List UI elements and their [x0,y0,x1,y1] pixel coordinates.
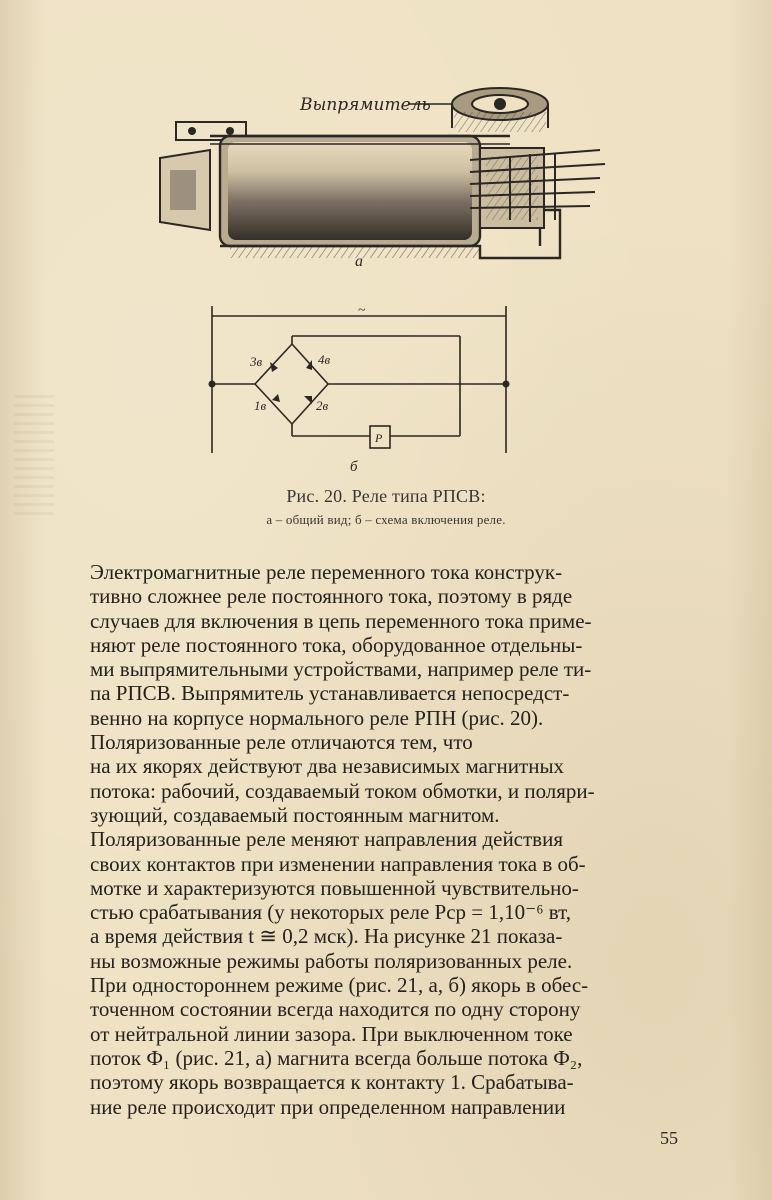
text-line: стью срабатывания (у некоторых реле Pср = 1,10⁻⁶ вт, [90,900,572,925]
text-line: Поляризованные реле меняют направления действия [90,827,563,852]
paragraph-1 [90,560,690,730]
relay-figure-a [150,70,610,280]
text-line: своих контактов при изменении направления тока в об- [90,851,586,876]
diode-label-3v: 3в [250,354,263,369]
body-text [90,560,690,1119]
circuit-figure-b [200,298,530,478]
text-line: Электромагнитные реле переменного тока конструк- [90,560,563,584]
text-line: потока: рабочий, создаваемый током обмотки, и поляри- [90,778,595,803]
rectifier-label: Выпрямитель [300,95,431,115]
relay-label: Р [375,431,383,445]
paragraph-3 [90,827,690,1119]
text-line: венно на корпусе нормального реле РПН (рис. 20). [90,705,544,730]
figure-caption-subtitle: а – общий вид; б – схема включения реле. [266,512,506,527]
text-line: поток Ф₁ (рис. 21, а) магнита всегда больше потока Ф₂, [90,1045,583,1070]
text-line: поэтому якорь возвращается к контакту 1. Срабатыва- [90,1070,574,1095]
diode-label-2v: 2в [316,398,329,413]
text-line: ние реле происходит при определенном направлении [90,1094,566,1119]
ac-mark: ~ [358,303,366,318]
label-a: а [355,253,363,270]
diode-label-4v: 4в [318,352,331,367]
text-line: зующий, создаваемый постоянным магнитом. [90,802,500,827]
diode-label-1v: 1в [254,398,267,413]
text-line: тивно сложнее реле постоянного тока, поэтому в ряде [90,584,573,609]
text-line: При одностороннем режиме (рис. 21, а, б) якорь в обес- [90,973,589,998]
text-line: точенном состоянии всегда находится по одну сторону [90,997,581,1022]
text-line: мотке и характеризуются повышенной чувствительно- [90,875,579,900]
paragraph-2 [90,730,690,827]
text-line: ны возможные режимы работы поляризованных реле. [90,948,573,973]
text-line: а время действия t ≅ 0,2 мск). На рисунке 21 показа- [90,924,563,949]
text-line: от нейтральной линии зазора. При выключенном токе [90,1021,573,1046]
text-line: няют реле постоянного тока, оборудованное отдельны- [90,632,583,657]
figure-caption-title: Рис. 20. Реле типа РПСВ: [286,486,486,506]
label-b: б [350,459,358,475]
text-line: ми выпрямительными устройствами, например реле ти- [90,657,592,682]
text-line: па РПСВ. Выпрямитель устанавливается непосредст- [90,681,570,706]
page-number: 55 [660,1128,678,1148]
text-line: случаев для включения в цепь переменного тока приме- [90,608,592,633]
text-line: Поляризованные реле отличаются тем, что [90,730,473,755]
text-line: на их якорях действуют два независимых магнитных [90,754,565,779]
